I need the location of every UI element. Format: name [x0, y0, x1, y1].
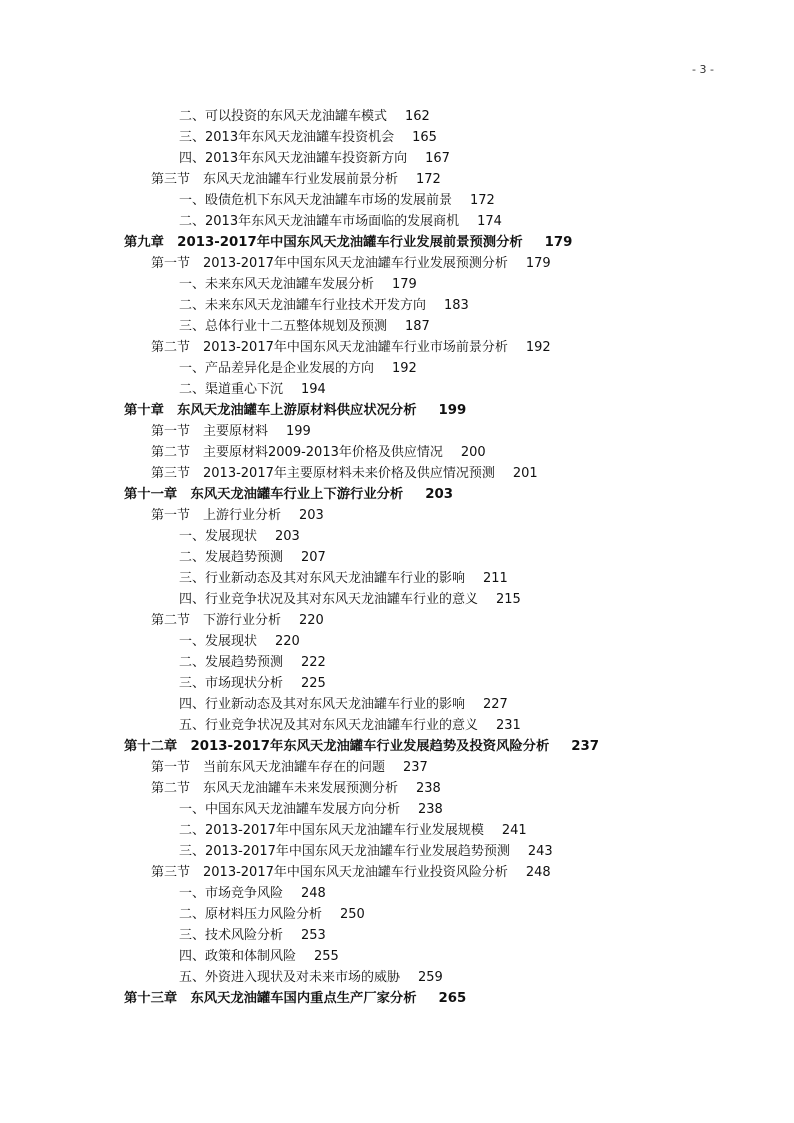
- toc-subsection[interactable]: [0, 316, 794, 337]
- toc-entry-title: 第三节 2013-2017年中国东风天龙油罐车行业投资风险分析: [151, 865, 508, 880]
- toc-entry-page: 165: [412, 130, 437, 145]
- toc-entry-page: 203: [275, 529, 300, 544]
- toc-subsection[interactable]: [0, 631, 794, 652]
- toc-entry-page: 179: [544, 235, 573, 250]
- toc-subsection[interactable]: [0, 127, 794, 148]
- toc-subsection[interactable]: [0, 904, 794, 925]
- toc-entry-page: 248: [301, 886, 326, 901]
- toc-entry-page: 211: [483, 571, 508, 586]
- toc-subsection[interactable]: [0, 568, 794, 589]
- toc-subsection[interactable]: [0, 274, 794, 295]
- page-number: - 3 -: [692, 63, 714, 76]
- toc-subsection[interactable]: [0, 967, 794, 988]
- toc-entry-title: 三、2013年东风天龙油罐车投资机会: [179, 130, 395, 145]
- toc-section[interactable]: [0, 757, 794, 778]
- toc-entry-page: 231: [496, 718, 521, 733]
- toc-entry-title: 二、未来东风天龙油罐车行业技术开发方向: [179, 298, 427, 313]
- toc-subsection[interactable]: [0, 547, 794, 568]
- toc-entry-page: 174: [477, 214, 502, 229]
- toc-entry-page: 237: [571, 739, 600, 754]
- toc-entry-page: 200: [460, 445, 486, 460]
- toc-entry-title: 四、行业新动态及其对东风天龙油罐车行业的影响: [179, 697, 466, 712]
- toc-subsection[interactable]: [0, 526, 794, 547]
- toc-section[interactable]: [0, 253, 794, 274]
- toc-subsection[interactable]: [0, 715, 794, 736]
- toc-subsection[interactable]: [0, 673, 794, 694]
- toc-entry-title: 一、殴债危机下东风天龙油罐车市场的发展前景: [179, 193, 453, 208]
- toc-entry-title: 三、技术风险分析: [179, 928, 284, 943]
- toc-entry-title: 三、总体行业十二五整体规划及预测: [179, 319, 388, 334]
- toc-entry-title: 一、产品差异化是企业发展的方向: [179, 361, 375, 376]
- toc-entry-title: 三、行业新动态及其对东风天龙油罐车行业的影响: [179, 571, 466, 586]
- toc-entry-page: 162: [405, 109, 430, 124]
- toc-entry-title: 第十一章 东风天龙油罐车行业上下游行业分析: [124, 487, 404, 502]
- toc-entry-page: 241: [501, 823, 527, 838]
- toc-entry-page: 179: [525, 256, 551, 271]
- toc-entry-title: 四、行业竞争状况及其对东风天龙油罐车行业的意义: [179, 592, 479, 607]
- toc-entry-title: 四、政策和体制风险: [179, 949, 297, 964]
- toc-subsection[interactable]: [0, 799, 794, 820]
- toc-section[interactable]: [0, 505, 794, 526]
- toc-entry-title: 第三节 东风天龙油罐车行业发展前景分析: [151, 172, 399, 187]
- toc-chapter[interactable]: [0, 484, 794, 505]
- toc-entry-title: 四、2013年东风天龙油罐车投资新方向: [179, 151, 408, 166]
- toc-entry-title: 二、2013年东风天龙油罐车市场面临的发展商机: [179, 214, 460, 229]
- toc-entry-title: 二、可以投资的东风天龙油罐车模式: [179, 109, 388, 124]
- toc-entry-title: 二、原材料压力风险分析: [179, 907, 323, 922]
- toc-entry-page: 203: [425, 487, 453, 502]
- toc-entry-title: 五、行业竞争状况及其对东风天龙油罐车行业的意义: [179, 718, 479, 733]
- toc-entry-page: 265: [438, 991, 467, 1006]
- toc-entry-title: 二、渠道重心下沉: [179, 382, 284, 397]
- toc-entry-page: 248: [525, 865, 551, 880]
- toc-entry-page: 183: [444, 298, 469, 313]
- toc-entry-page: 201: [512, 466, 538, 481]
- toc-entry-title: 第一节 上游行业分析: [151, 508, 282, 523]
- toc-entry-page: 222: [301, 655, 326, 670]
- toc-section[interactable]: [0, 463, 794, 484]
- toc-entry-title: 三、市场现状分析: [179, 676, 284, 691]
- toc-entry-page: 259: [418, 970, 443, 985]
- toc-entry-title: 一、发展现状: [179, 529, 258, 544]
- toc-entry-page: 199: [438, 403, 467, 418]
- toc-entry-page: 194: [301, 382, 326, 397]
- toc-entry-page: 187: [405, 319, 430, 334]
- toc-entry-page: 253: [301, 928, 326, 943]
- toc-entry-title: 二、发展趋势预测: [179, 655, 284, 670]
- toc-entry-title: 第二节 东风天龙油罐车未来发展预测分析: [151, 781, 399, 796]
- toc-subsection[interactable]: [0, 358, 794, 379]
- toc-entry-page: 203: [299, 508, 324, 523]
- toc-entry-title: 第十章 东风天龙油罐车上游原材料供应状况分析: [124, 403, 417, 418]
- toc-section[interactable]: [0, 421, 794, 442]
- toc-entry-page: 172: [416, 172, 441, 187]
- toc-subsection[interactable]: [0, 652, 794, 673]
- toc-entry-title: 一、未来东风天龙油罐车发展分析: [179, 277, 375, 292]
- toc-entry-title: 第九章 2013-2017年中国东风天龙油罐车行业发展前景预测分析: [124, 235, 523, 250]
- toc-entry-title: 第二节 主要原材料2009-2013年价格及供应情况: [151, 445, 443, 460]
- toc-entry-page: 237: [403, 760, 428, 775]
- toc-entry-page: 238: [416, 781, 441, 796]
- toc-subsection[interactable]: [0, 820, 794, 841]
- toc-section[interactable]: [0, 442, 794, 463]
- toc-entry-title: 第二节 下游行业分析: [151, 613, 282, 628]
- toc-entry-page: 243: [527, 844, 553, 859]
- toc-entry-title: 一、市场竞争风险: [179, 886, 284, 901]
- toc-entry-title: 一、发展现状: [179, 634, 258, 649]
- toc-entry-page: 207: [301, 550, 326, 565]
- toc-section[interactable]: [0, 862, 794, 883]
- toc-section[interactable]: [0, 337, 794, 358]
- toc-entry-title: 五、外资进入现状及对未来市场的威胁: [179, 970, 401, 985]
- toc-entry-page: 238: [418, 802, 443, 817]
- toc-entry-page: 199: [286, 424, 311, 439]
- toc-entry-page: 220: [275, 634, 300, 649]
- toc-entry-page: 192: [392, 361, 417, 376]
- toc-section[interactable]: [0, 610, 794, 631]
- toc-entry-title: 一、中国东风天龙油罐车发展方向分析: [179, 802, 401, 817]
- toc-entry-title: 第十三章 东风天龙油罐车国内重点生产厂家分析: [124, 991, 417, 1006]
- toc-entry-page: 179: [392, 277, 417, 292]
- toc-entry-page: 167: [425, 151, 450, 166]
- toc-entry-page: 250: [340, 907, 365, 922]
- toc-subsection[interactable]: [0, 841, 794, 862]
- toc-entry-page: 192: [525, 340, 551, 355]
- toc-entry-title: 第一节 2013-2017年中国东风天龙油罐车行业发展预测分析: [151, 256, 508, 271]
- toc-subsection[interactable]: [0, 883, 794, 904]
- toc-subsection[interactable]: [0, 295, 794, 316]
- toc-section[interactable]: [0, 778, 794, 799]
- toc-chapter[interactable]: [0, 736, 794, 757]
- toc-entry-title: 第十二章 2013-2017年东风天龙油罐车行业发展趋势及投资风险分析: [124, 739, 550, 754]
- toc-entry-title: 第一节 主要原材料: [151, 424, 269, 439]
- toc-subsection[interactable]: [0, 379, 794, 400]
- toc-subsection[interactable]: [0, 148, 794, 169]
- toc-entry-page: 172: [470, 193, 495, 208]
- toc-entry-page: 225: [301, 676, 326, 691]
- toc-subsection[interactable]: [0, 946, 794, 967]
- toc-entry-title: 二、发展趋势预测: [179, 550, 284, 565]
- toc-chapter[interactable]: [0, 400, 794, 421]
- toc-entry-title: 第二节 2013-2017年中国东风天龙油罐车行业市场前景分析: [151, 340, 508, 355]
- toc-entry-title: 三、2013-2017年中国东风天龙油罐车行业发展趋势预测: [179, 844, 510, 859]
- toc-entry-title: 二、2013-2017年中国东风天龙油罐车行业发展规模: [179, 823, 484, 838]
- toc-entry-page: 255: [314, 949, 339, 964]
- toc-chapter[interactable]: [0, 232, 794, 253]
- toc-entry-title: 第三节 2013-2017年主要原材料未来价格及供应情况预测: [151, 466, 495, 481]
- toc-entry-page: 220: [299, 613, 324, 628]
- toc-entry-page: 227: [483, 697, 508, 712]
- toc-entry-page: 215: [496, 592, 521, 607]
- toc-subsection[interactable]: [0, 925, 794, 946]
- toc-section[interactable]: [0, 169, 794, 190]
- toc-subsection[interactable]: [0, 190, 794, 211]
- toc-subsection[interactable]: [0, 211, 794, 232]
- toc-subsection[interactable]: [0, 694, 794, 715]
- toc-chapter[interactable]: [0, 988, 794, 1009]
- table-of-contents: [0, 106, 794, 1009]
- toc-subsection[interactable]: [0, 106, 794, 127]
- toc-subsection[interactable]: [0, 589, 794, 610]
- toc-entry-title: 第一节 当前东风天龙油罐车存在的问题: [151, 760, 386, 775]
